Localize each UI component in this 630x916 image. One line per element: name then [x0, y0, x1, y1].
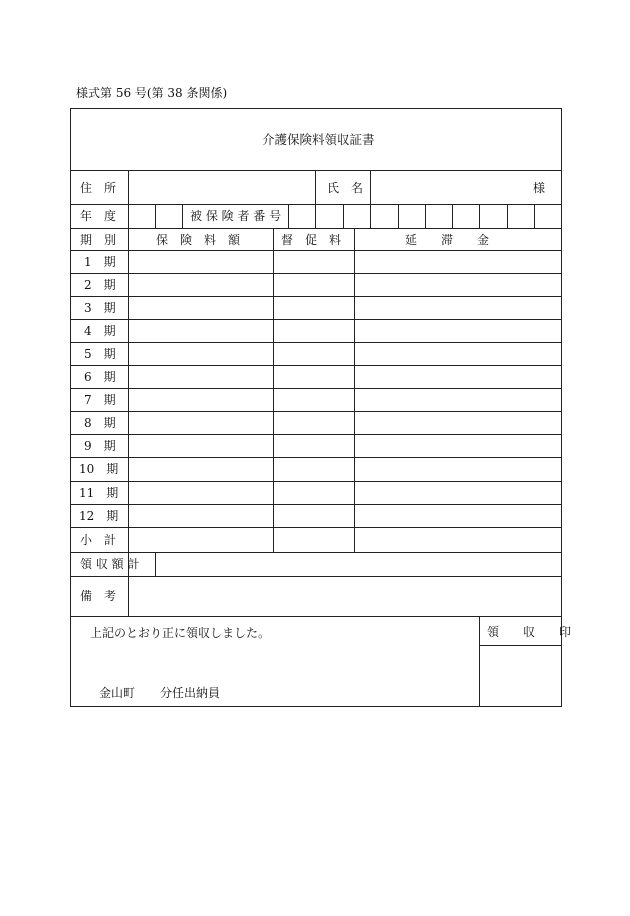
late-fee-cell[interactable] — [355, 366, 561, 388]
issuer-town: 金山町 — [99, 686, 136, 700]
total-received-label: 領 収 額 計 — [80, 557, 140, 571]
premium-amount-cell[interactable] — [129, 366, 273, 388]
receipt-stamp-box[interactable] — [480, 646, 561, 706]
premium-amount-cell[interactable] — [129, 274, 273, 296]
premium-amount-cell[interactable] — [129, 505, 273, 527]
insured-number-digit[interactable] — [508, 205, 534, 228]
late-fee-header: 延 滞 金 — [405, 233, 490, 247]
surcharge-cell[interactable] — [274, 274, 354, 296]
insured-number-digit[interactable] — [344, 205, 370, 228]
insured-number-digit[interactable] — [453, 205, 479, 228]
premium-amount-cell[interactable] — [129, 458, 273, 481]
period-label: 1 期 — [84, 255, 116, 269]
surcharge-cell[interactable] — [274, 297, 354, 319]
surcharge-cell[interactable] — [274, 505, 354, 527]
grid-line — [70, 706, 562, 707]
insured-number-digit[interactable] — [480, 205, 507, 228]
subtotal-premium-cell[interactable] — [129, 528, 273, 552]
period-label: 9 期 — [84, 439, 116, 453]
grid-line — [70, 616, 562, 617]
remarks-label: 備 考 — [80, 589, 117, 603]
year-field-1[interactable] — [129, 205, 155, 228]
surcharge-cell[interactable] — [274, 389, 354, 411]
insured-number-digit[interactable] — [289, 205, 315, 228]
surcharge-cell[interactable] — [274, 343, 354, 365]
premium-header: 保 険 料 額 — [156, 233, 241, 247]
name-label: 氏 名 — [327, 181, 364, 195]
issuer-title: 分任出納員 — [160, 686, 221, 700]
period-label: 7 期 — [84, 393, 116, 407]
form-number: 様式第 56 号(第 38 条関係) — [76, 86, 228, 100]
surcharge-cell[interactable] — [274, 412, 354, 434]
receipt-stamp-label: 領 収 印 — [487, 625, 572, 639]
surcharge-cell[interactable] — [274, 366, 354, 388]
premium-amount-cell[interactable] — [129, 482, 273, 504]
insured-number-digit[interactable] — [371, 205, 398, 228]
period-label: 11 期 — [79, 486, 119, 500]
late-fee-cell[interactable] — [355, 458, 561, 481]
late-fee-cell[interactable] — [355, 505, 561, 527]
address-field[interactable] — [129, 171, 315, 204]
grid-line — [561, 108, 562, 707]
subtotal-surcharge-cell[interactable] — [274, 528, 354, 552]
insured-number-digit[interactable] — [399, 205, 425, 228]
period-label: 10 期 — [79, 462, 119, 476]
address-label: 住 所 — [80, 181, 117, 195]
late-fee-cell[interactable] — [355, 482, 561, 504]
late-fee-cell[interactable] — [355, 274, 561, 296]
late-fee-cell[interactable] — [355, 389, 561, 411]
grid-line — [70, 228, 562, 229]
year-field-2[interactable] — [156, 205, 182, 228]
premium-amount-cell[interactable] — [129, 251, 273, 273]
period-label: 5 期 — [84, 347, 116, 361]
honorific-label: 様 — [533, 181, 546, 195]
surcharge-cell[interactable] — [274, 320, 354, 342]
insured-number-digit[interactable] — [426, 205, 452, 228]
grid-line — [70, 108, 562, 109]
premium-amount-cell[interactable] — [129, 297, 273, 319]
premium-amount-cell[interactable] — [129, 343, 273, 365]
grid-line — [182, 204, 183, 229]
surcharge-cell[interactable] — [274, 458, 354, 481]
surcharge-cell[interactable] — [274, 435, 354, 457]
subtotal-label: 小 計 — [80, 533, 117, 547]
late-fee-cell[interactable] — [355, 297, 561, 319]
period-label: 3 期 — [84, 301, 116, 315]
late-fee-cell[interactable] — [355, 412, 561, 434]
insured-number-digit[interactable] — [316, 205, 343, 228]
premium-amount-cell[interactable] — [129, 412, 273, 434]
surcharge-cell[interactable] — [274, 482, 354, 504]
grid-line — [315, 170, 316, 205]
late-fee-cell[interactable] — [355, 251, 561, 273]
total-received-field[interactable] — [156, 553, 561, 576]
period-header: 期 別 — [80, 233, 117, 247]
period-label: 6 期 — [84, 370, 116, 384]
form-title: 介護保険料領収証書 — [262, 132, 375, 147]
insured-number-digit[interactable] — [535, 205, 561, 228]
late-fee-cell[interactable] — [355, 343, 561, 365]
late-fee-cell[interactable] — [355, 435, 561, 457]
surcharge-header: 督 促 料 — [281, 233, 342, 247]
receipt-statement: 上記のとおり正に領収しました。 — [90, 626, 271, 640]
name-field[interactable] — [371, 171, 561, 204]
subtotal-late-fee-cell[interactable] — [355, 528, 561, 552]
premium-amount-cell[interactable] — [129, 320, 273, 342]
remarks-field[interactable] — [129, 577, 561, 616]
premium-amount-cell[interactable] — [129, 435, 273, 457]
grid-line — [70, 108, 71, 707]
period-label: 8 期 — [84, 416, 116, 430]
year-label: 年 度 — [80, 209, 117, 223]
premium-amount-cell[interactable] — [129, 389, 273, 411]
insured-number-label: 被 保 険 者 番 号 — [190, 209, 282, 223]
surcharge-cell[interactable] — [274, 251, 354, 273]
period-label: 2 期 — [84, 278, 116, 292]
period-label: 12 期 — [79, 509, 119, 523]
period-label: 4 期 — [84, 324, 116, 338]
late-fee-cell[interactable] — [355, 320, 561, 342]
